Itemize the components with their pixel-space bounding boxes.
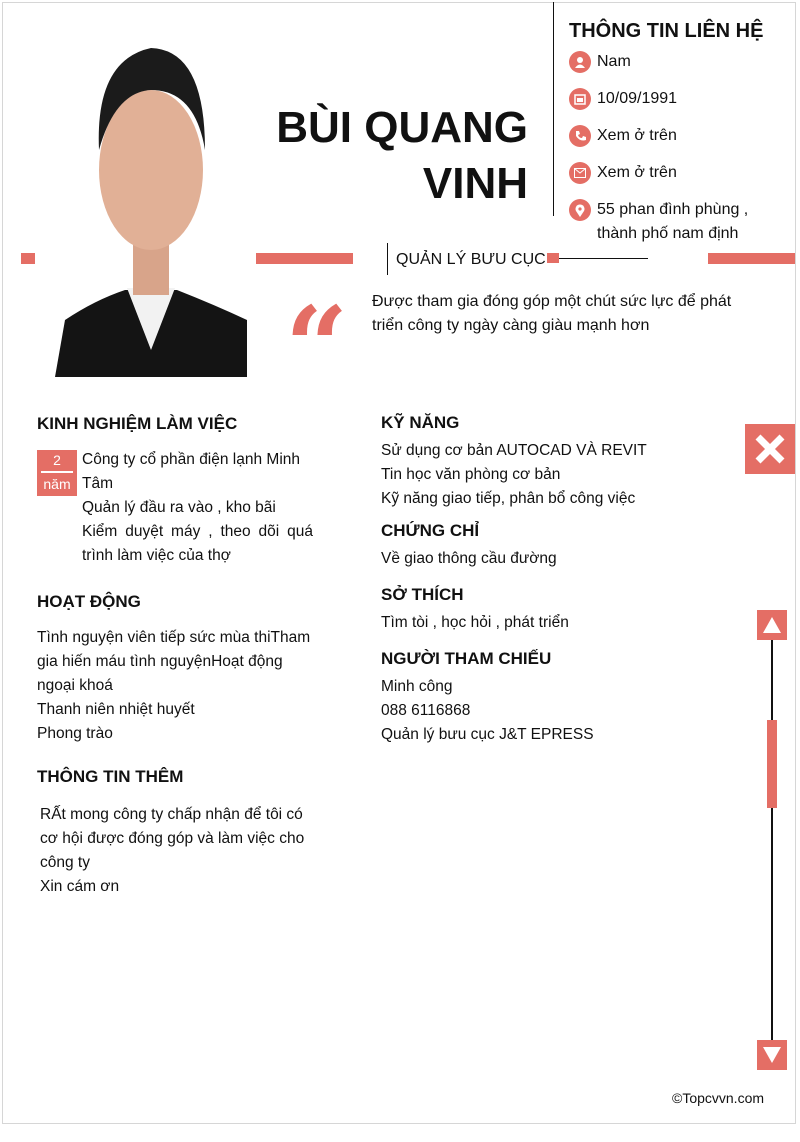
- reference-line: Quản lý bưu cục J&T EPRESS: [381, 726, 594, 743]
- references-title: NGƯỜI THAM CHIẾU: [381, 649, 552, 668]
- extra-title: THÔNG TIN THÊM: [37, 767, 184, 786]
- scroll-track[interactable]: [771, 640, 773, 1040]
- footer-credit: ©Topcvvn.com: [672, 1090, 765, 1106]
- skill-item: Tin học văn phòng cơ bản: [381, 466, 561, 483]
- arrow-up-icon: [762, 616, 782, 634]
- accent-bar: [708, 253, 795, 264]
- hobbies-title: SỞ THÍCH: [381, 585, 464, 604]
- reference-line: 088 6116868: [381, 702, 471, 719]
- experience-line: Kiểm duyệt máy , theo dõi quá trình làm việc của thợ: [82, 523, 313, 564]
- extra-line: Xin cám ơn: [40, 878, 120, 895]
- profile-photo: [55, 20, 247, 377]
- contact-phone: [569, 124, 677, 148]
- candidate-name: [276, 100, 528, 212]
- contact-birthday: [569, 87, 677, 111]
- objective-text: Được tham gia đóng góp một chút sức lực để phát triển công ty ngày càng giàu mạnh hơn: [372, 293, 732, 334]
- experience-line: Quản lý đầu ra vào , kho bãi: [82, 499, 276, 516]
- email-text: Xem ở trên: [597, 164, 677, 181]
- name-line-1: BÙI QUANG: [276, 103, 528, 152]
- skill-item: Kỹ năng giao tiếp, phân bổ công việc: [381, 490, 636, 507]
- close-button[interactable]: [745, 424, 795, 474]
- accent-bar: [547, 253, 559, 263]
- accent-bar: [256, 253, 353, 264]
- skills-title: KỸ NĂNG: [381, 413, 460, 432]
- experience-title: KINH NGHIỆM LÀM VIỆC: [37, 414, 238, 433]
- activity-line: Tình nguyện viên tiếp sức mùa thiTham gia hiến máu tình nguyệnHoạt động ngoại khoá: [37, 629, 311, 694]
- mail-icon: [569, 162, 591, 184]
- contact-address: [569, 198, 748, 246]
- contact-title: THÔNG TIN LIÊN HỆ: [569, 20, 764, 42]
- birthday-text: 10/09/1991: [597, 90, 678, 107]
- address-line-2: thành phố nam định: [597, 225, 739, 242]
- close-icon: [753, 432, 787, 466]
- contact-gender: [569, 50, 631, 74]
- activity-line: Thanh niên nhiệt huyết: [37, 701, 195, 718]
- extra-line: RẤt mong công ty chấp nhận để tôi có cơ hội được đóng góp và làm việc cho công ty: [40, 806, 305, 871]
- position-title: QUẢN LÝ BƯU CỤC: [396, 251, 546, 268]
- phone-icon: [569, 125, 591, 147]
- phone-text: Xem ở trên: [597, 127, 677, 144]
- certs-title: CHỨNG CHỈ: [381, 521, 480, 540]
- gender-text: Nam: [597, 53, 631, 70]
- reference-line: Minh công: [381, 678, 453, 695]
- quote-icon: “: [285, 282, 349, 411]
- scroll-thumb[interactable]: [767, 720, 777, 808]
- position-line: [559, 258, 648, 259]
- years-unit: năm: [43, 476, 71, 492]
- cert-item: Về giao thông cầu đường: [381, 550, 557, 567]
- activity-line: Phong trào: [37, 725, 113, 742]
- right-column: [381, 413, 721, 747]
- skill-item: Sử dụng cơ bản AUTOCAD VÀ REVIT: [381, 442, 647, 459]
- accent-bar: [21, 253, 35, 264]
- position-divider: [387, 243, 388, 275]
- experience-section: [37, 414, 313, 568]
- contact-divider: [553, 2, 554, 216]
- address-line-1: 55 phan đình phùng ,: [597, 201, 749, 218]
- extra-section: [37, 767, 322, 899]
- company-name: Công ty cổ phần điện lạnh Minh Tâm: [82, 451, 301, 492]
- location-pin-icon: [569, 199, 591, 221]
- scroll-down-button[interactable]: [757, 1040, 787, 1070]
- activities-section: [37, 592, 317, 746]
- scroll-up-button[interactable]: [757, 610, 787, 640]
- contact-email: [569, 161, 677, 185]
- arrow-down-icon: [762, 1046, 782, 1064]
- person-icon: [569, 51, 591, 73]
- hobby-item: Tìm tòi , học hỏi , phát triển: [381, 614, 569, 631]
- calendar-icon: [569, 88, 591, 110]
- activities-title: HOẠT ĐỘNG: [37, 592, 141, 611]
- years-badge: [37, 450, 77, 496]
- years-value: 2: [53, 452, 61, 468]
- name-line-2: VINH: [422, 159, 528, 208]
